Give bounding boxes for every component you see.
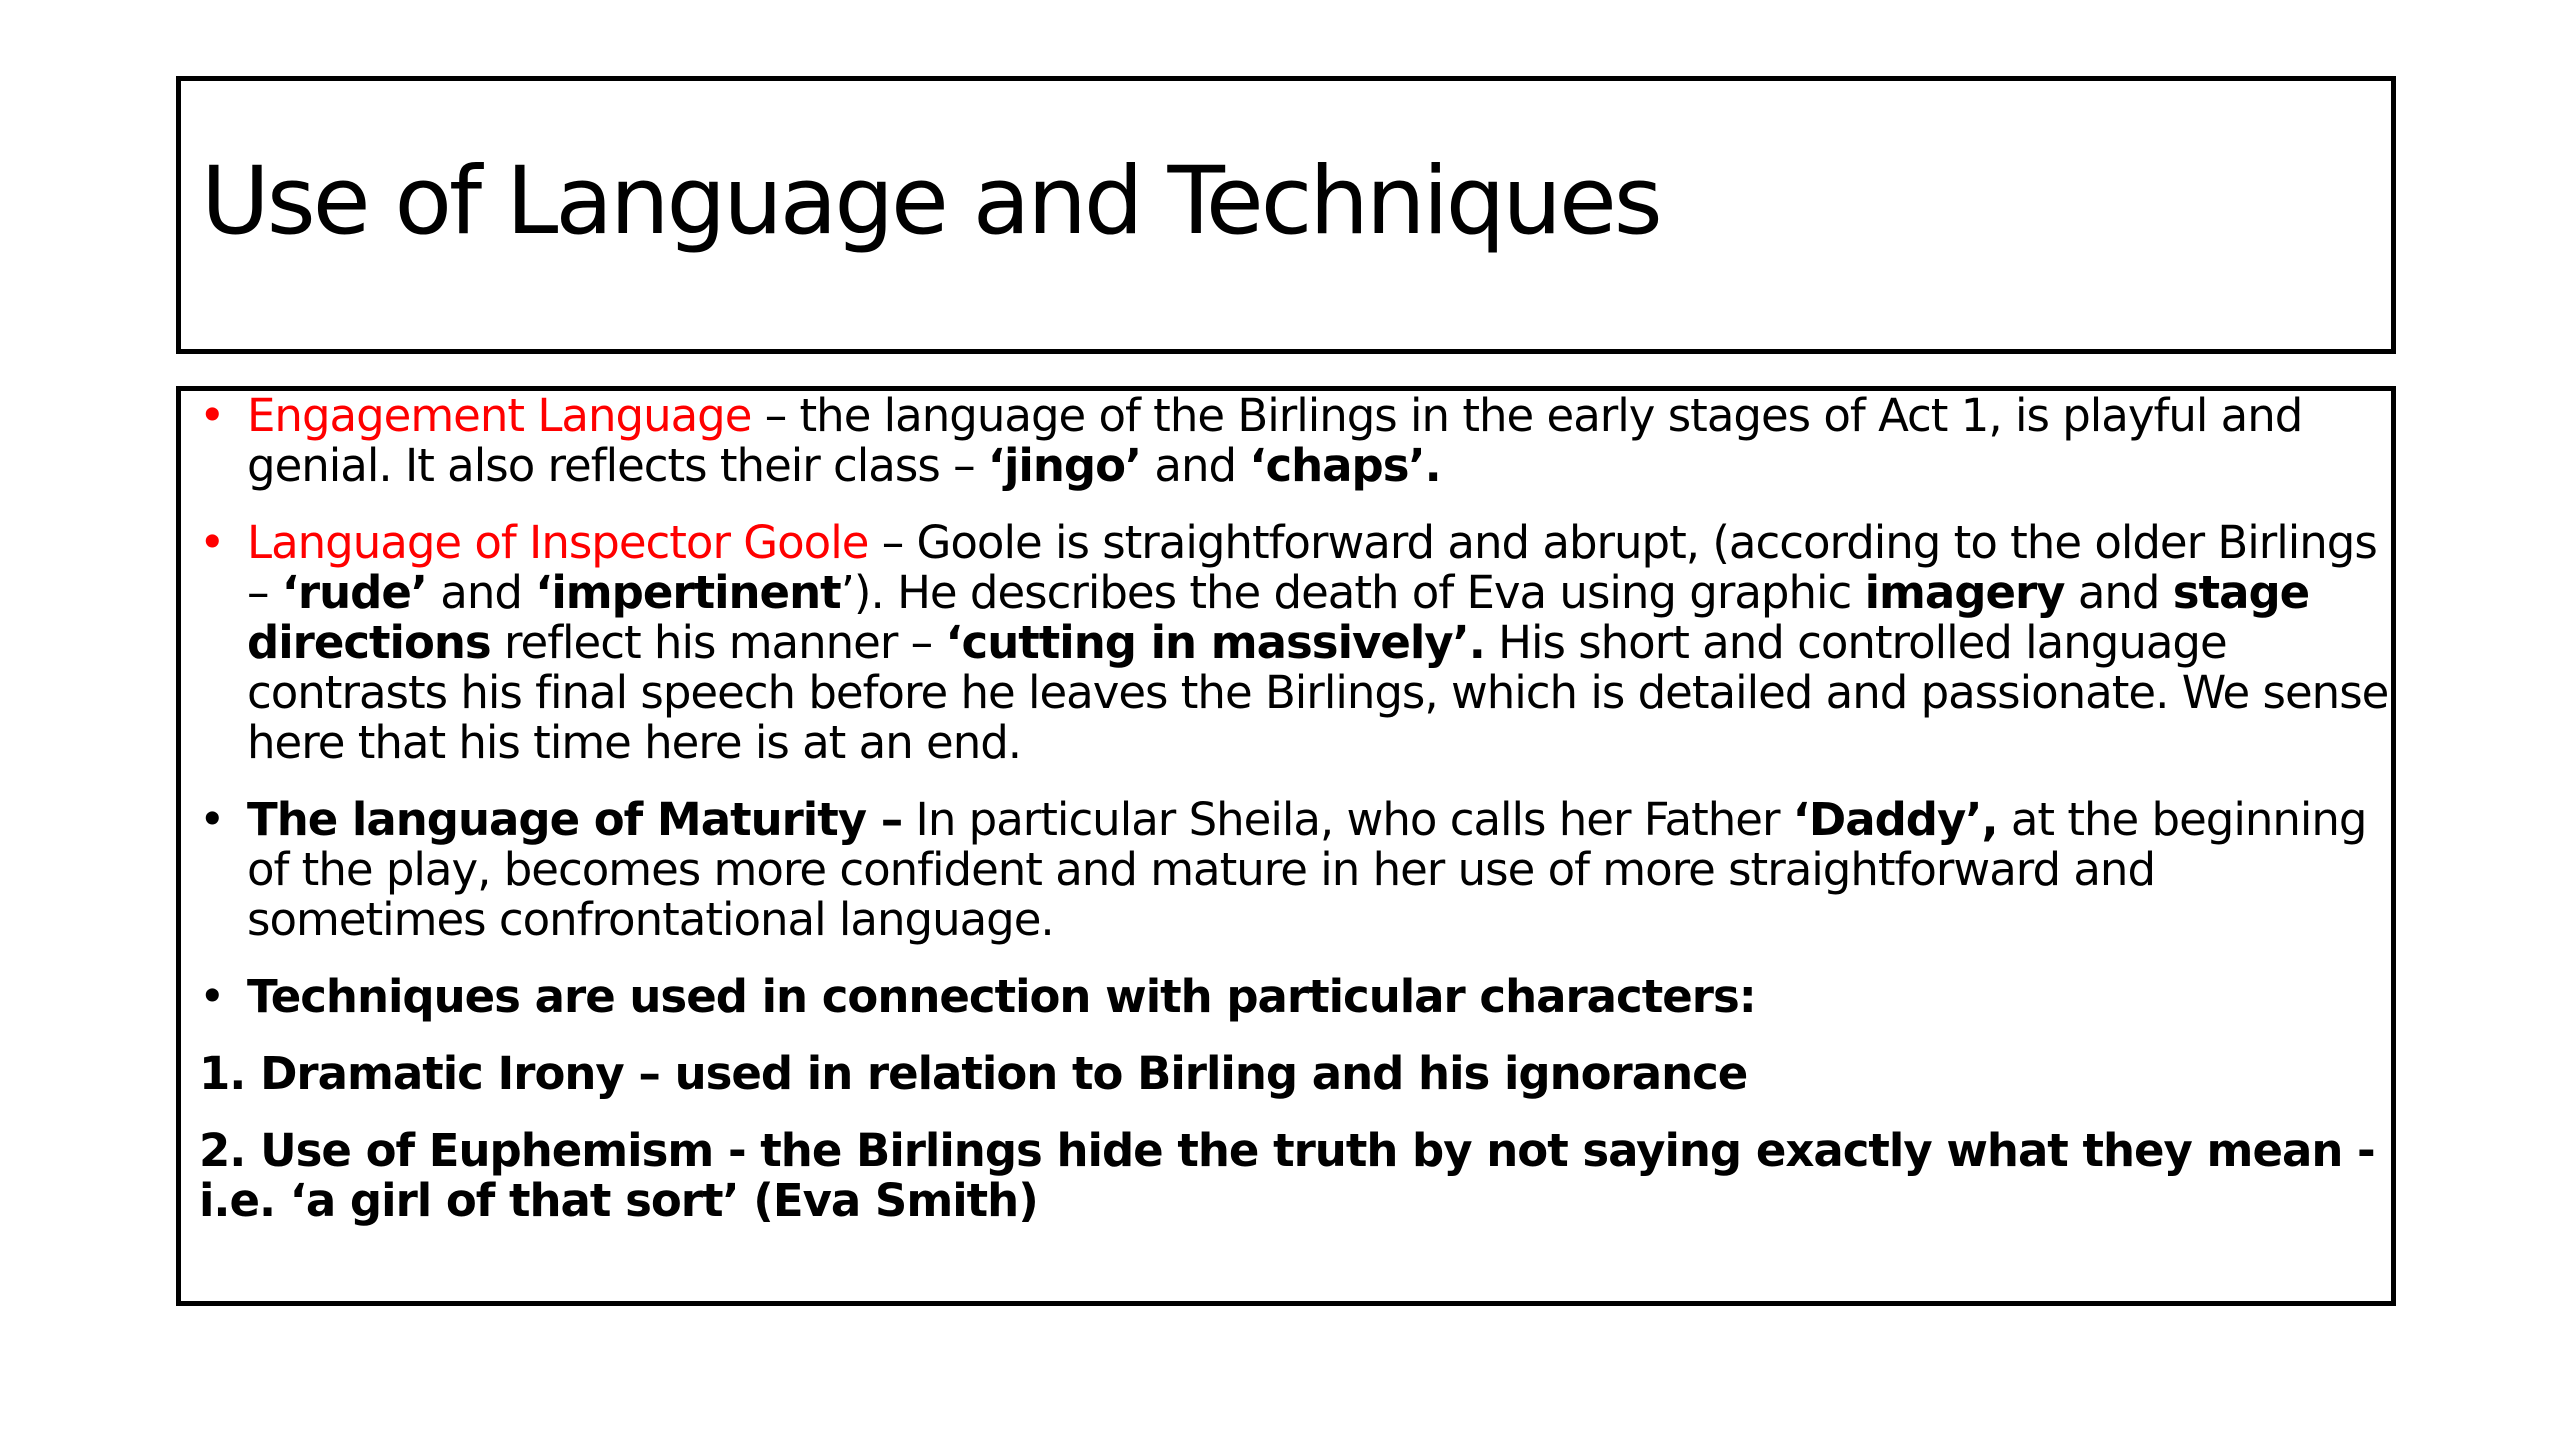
- engagement-quote-jingo: ‘jingo’: [987, 439, 1142, 492]
- numbered-item-euphemism: 2. Use of Euphemism - the Birlings hide the truth by not saying exactly what they mean - i.e. ‘a girl of that sort’ (Eva Smith): [199, 1124, 2375, 1227]
- inspector-text-final: His short and controlled language contrasts his final speech before he leaves the Birlings, which is detailed and passionate. We sense here that his time here is at an end.: [247, 616, 2389, 769]
- maturity-heading: The language of Maturity –: [247, 793, 903, 846]
- content-box: [176, 386, 2396, 1306]
- engagement-text: – the language of the Birlings in the early stages of Act 1, is playful and genial. It also reflects their class –: [247, 389, 2303, 492]
- bullet-icon: •: [199, 516, 225, 569]
- bullet-icon: •: [199, 389, 225, 442]
- bullet-icon: •: [199, 793, 225, 846]
- inspector-text: – Goole is straightforward and abrupt, (according to the older Birlings –: [247, 516, 2377, 619]
- inspector-text-and-2: and: [2064, 566, 2173, 619]
- inspector-quote-rude: ‘rude’: [281, 566, 427, 619]
- inspector-quote-cutting-in: ‘cutting in massively’.: [945, 616, 1485, 669]
- engagement-heading: Engagement Language: [247, 389, 752, 442]
- bullet-item-maturity: [199, 795, 2389, 945]
- bullet-item-engagement: [199, 391, 2389, 491]
- inspector-text-manner: reflect his manner –: [490, 616, 946, 669]
- maturity-text-end: at the beginning of the play, becomes more confident and mature in her use of more straightforward and sometimes confrontational language.: [247, 793, 2367, 946]
- maturity-quote-daddy: ‘Daddy’,: [1792, 793, 1998, 846]
- inspector-quote-impertinent: ‘impertinent: [535, 566, 841, 619]
- inspector-bold-imagery: imagery: [1864, 566, 2065, 619]
- engagement-quote-chaps: ‘chaps’.: [1249, 439, 1441, 492]
- content-body: [199, 391, 2389, 1253]
- inspector-bold-stage-directions: stage directions: [247, 566, 2310, 669]
- bullet-item-techniques: [199, 972, 2389, 1022]
- bullet-item-inspector: [199, 518, 2389, 768]
- slide-title: Use of Language and Techniques: [201, 147, 1660, 256]
- inspector-text-and: and: [426, 566, 536, 619]
- maturity-text: In particular Sheila, who calls her Father: [902, 793, 1793, 846]
- techniques-text: Techniques are used in connection with particular characters:: [247, 970, 1756, 1023]
- title-box: [176, 76, 2396, 354]
- engagement-text-and: and: [1141, 439, 1250, 492]
- numbered-item-dramatic-irony: 1. Dramatic Irony – used in relation to Birling and his ignorance: [199, 1047, 1748, 1100]
- inspector-text-describes: ’). He describes the death of Eva using graphic: [840, 566, 1865, 619]
- inspector-heading: Language of Inspector Goole: [247, 516, 869, 569]
- bullet-icon: •: [199, 970, 225, 1023]
